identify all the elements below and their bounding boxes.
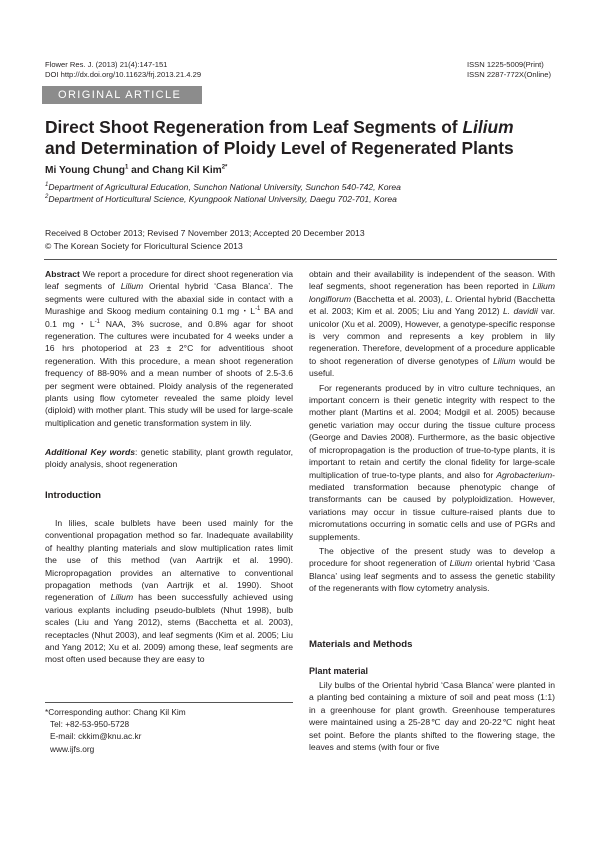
- abstract-text: We report a procedure for direct shoot regeneration via leaf segments of: [45, 269, 293, 292]
- keywords-label: Additional Key words: [45, 447, 135, 457]
- aff-2-text: Department of Horticultural Science, Kyungpook National University, Daegu 702-701, Korea: [48, 194, 397, 204]
- footnote-website[interactable]: www.ijfs.org: [50, 743, 95, 754]
- article-title: [45, 117, 565, 159]
- body-text: oriental hybrid ‘Casa Blanca’ using leaf segments and to assess the genetic stability of the regenerants with flow cytometry analysis.: [309, 558, 555, 594]
- plant-material-paragraph: [309, 679, 555, 753]
- affiliation-2: [45, 194, 397, 205]
- body-text: Oriental hybrid (Bacchetta et al. 2003; Kim et al. 2005; Liu and Yang 2012): [309, 293, 555, 317]
- doi-line[interactable]: DOI http://dx.doi.org/10.11623/frj.2013.21.4.29: [45, 70, 202, 79]
- author-list: [45, 165, 227, 176]
- body-italic: Lilium: [493, 355, 516, 366]
- body-text: obtain and their availability is independent of the season. With leaf segments, shoot regeneration has been reported in: [309, 269, 555, 292]
- section-heading-introduction: Introduction: [45, 490, 101, 501]
- article-type-banner: ORIGINAL ARTICLE: [42, 86, 202, 104]
- intro-paragraph: [45, 517, 293, 666]
- title-line2: and Determination of Ploidy Level of Regenerated Plants: [45, 138, 514, 158]
- body-text: (Bacchetta et al. 2003),: [351, 293, 446, 304]
- issn-print: ISSN 1225-5009(Print): [467, 60, 544, 69]
- abstract-italic: Lilium: [120, 281, 144, 292]
- copyright-line: © The Korean Society for Floricultural Science 2013: [45, 241, 243, 251]
- body-italic: Lilium: [449, 558, 473, 569]
- body-italic: L.: [445, 293, 453, 304]
- footnote-tel: Tel: +82-53-950-5728: [50, 719, 130, 730]
- keywords-block: [45, 446, 293, 471]
- body-italic: Agrobacterium: [496, 469, 553, 480]
- intro-italic: Lilium: [110, 592, 134, 603]
- body-text: would be useful.: [309, 355, 555, 379]
- abstract-text: NAA, 3% sucrose, and 0.8% agar for shoot regeneration. The cultures were incubated for 4 weeks under a 16 hrs photoperiod at 23 ± 2°C for adventitious shoot regeneration. With this procedure, a mean shoot regeneration frequency of 88-90% and a mean number of shoots of 2.5-3.6 per segment were obtained. Ploidy analysis of the regenerated plants using flow cytometer revealed the same ploidy level (diploid) with mother plant. This study will be used for large-scale multiplication and genetic transformation system in lily.: [45, 318, 293, 428]
- author-1-sup: 1: [124, 164, 129, 171]
- body-text: -mediated transformation because phenotypic change of transformants can be caused by polyploidization. However, variations may occur in tissue culture-raised plants due to micromutations occurring in somatic cells and use of PGRs and supplements.: [309, 469, 555, 542]
- subsection-heading-plant-material: Plant material: [309, 666, 369, 676]
- aff-1-text: Department of Agricultural Education, Sunchon National University, Sunchon 540-742, Korea: [48, 182, 401, 192]
- intro-text: has been successfully achieved using various explants including pseudo-bulblets (Nhut 1998), bulb scales (Liu and Yang 2012), stems (Bacchetta et al. 2003), receptacles (Nhut 2003), and leaf segments (Kim et al. 2005; Liu and Yang 2012; Xu et al. 2009) among these, leaf segments are most often used because they are easy to: [45, 592, 293, 665]
- abstract-label: Abstract: [45, 269, 80, 279]
- body-text: For regenerants produced by in vitro culture techniques, an important concern is their genetic integrity with respect to the mother plant (Martins et al. 2004; Modgil et al. 2005) because genetic variation may occur during the tissue culture process (George and Davies 2008). Furthermore, as the basic objective of micropropagation is the production of true-to-type plants, it is important to retain and certify the clonal fidelity for large-scale multiplication of true-to-type plants, and also for: [309, 382, 555, 480]
- author-1: Mi Young Chung: [45, 165, 125, 176]
- issn-online: ISSN 2287-772X(Online): [467, 70, 551, 79]
- body-italic: L. davidii: [502, 306, 538, 317]
- title-genus: Lilium: [462, 117, 514, 137]
- keywords-text: : genetic stability, plant growth regulator, ploidy analysis, shoot regeneration: [45, 447, 293, 470]
- journal-citation: Flower Res. J. (2013) 21(4):147-151: [45, 60, 168, 69]
- body-italic: Lilium longiflorum: [309, 281, 555, 304]
- aff-2-sup: 2: [45, 194, 49, 201]
- aff-1-sup: 1: [45, 182, 49, 189]
- footnote-block: [45, 706, 186, 755]
- abstract-sup: -1: [255, 306, 261, 313]
- abstract-sup: -1: [94, 318, 101, 325]
- corresponding-author: *Corresponding author: Chang Kil Kim: [45, 707, 186, 717]
- section-heading-materials-methods: Materials and Methods: [309, 639, 413, 650]
- abstract-block: [45, 268, 293, 429]
- footnote-divider: [45, 702, 293, 703]
- abstract-text: Oriental hybrid ‘Casa Blanca’. The segments were cultured with the abaxial side in contact with a Murashige and Skoog medium containing 0.1 mg・L: [45, 281, 293, 317]
- author-2-sup: 2*: [221, 164, 228, 171]
- footnote-email[interactable]: E-mail: ckkim@knu.ac.kr: [50, 731, 142, 742]
- header-divider: [44, 259, 557, 260]
- title-line1: Direct Shoot Regeneration from Leaf Segments of: [45, 117, 463, 137]
- body-text: Lily bulbs of the Oriental hybrid ‘Casa Blanca’ were planted in a planting bed containing a mixture of soil and peat moss (1:1) in a greenhouse for plant growth. Greenhouse temperatures were maintained using a 25-28℃ day and 20-22℃ night heat set point. Before the plants shifted to the flowering stage, the leaves and stems (with four or five: [309, 680, 555, 753]
- intro-text: In lilies, scale bulblets have been used mainly for the conventional propagation method so far. Inadequate availability of healthy planting materials and slow multiplication rates limit the use of this method (van Aartrijk et al. 1990). Micropropagation provides an alternative to conventional propagation methods (van Aartrijk et al. 1990). Shoot regeneration of: [45, 518, 293, 603]
- abstract-text: BA and 0.1 mg・L: [45, 306, 293, 329]
- received-dates: Received 8 October 2013; Revised 7 November 2013; Accepted 20 December 2013: [45, 228, 365, 238]
- author-2: and Chang Kil Kim: [128, 165, 222, 176]
- affiliation-1: [45, 182, 401, 193]
- body-text: var. unicolor (Xu et al. 2009), However, a genotype-specific response is very common and represents a key problem in lily regeneration. Therefore, development of a procedure applicable to shoot regeneration of diverse genotypes of: [309, 306, 556, 366]
- right-column-text: [309, 268, 555, 595]
- body-text: The objective of the present study was to develop a procedure for shoot regeneration of: [309, 545, 555, 569]
